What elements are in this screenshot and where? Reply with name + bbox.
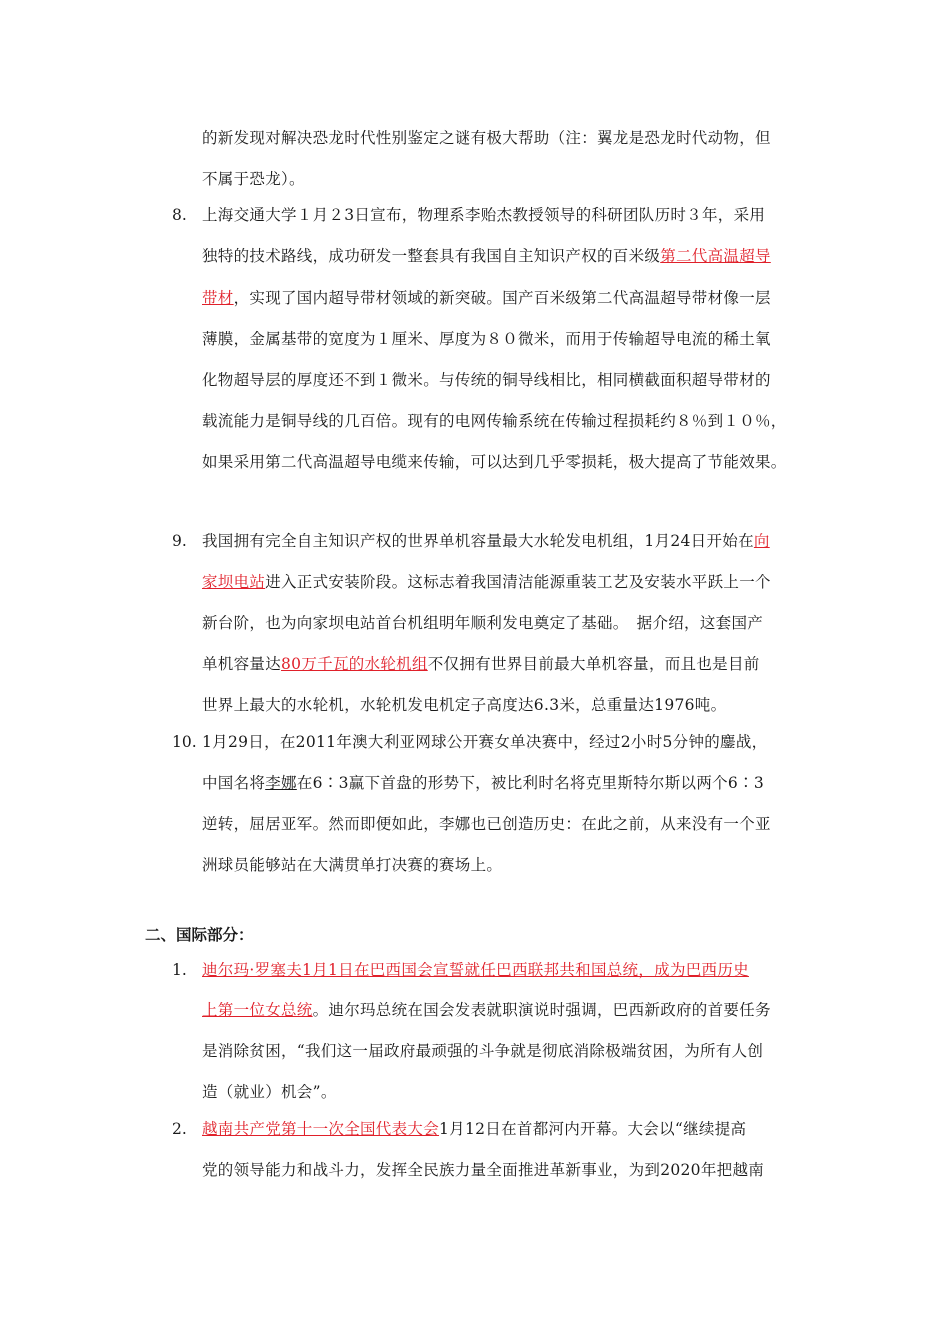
turbine-unit-link[interactable]: 80万千瓦的水轮机组: [281, 655, 428, 673]
item8-line4: 薄膜，金属基带的宽度为１厘米、厚度为８０微米，而用于传输超导电流的稀土氧: [202, 330, 771, 348]
superconductor-tape-link-cont[interactable]: 带材: [202, 289, 234, 307]
item9-line4: [202, 654, 760, 674]
item9-line1: [202, 531, 770, 551]
dilma-rousseff-link[interactable]: 迪尔玛·罗塞夫1月1日在巴西国会宣誓就任巴西联邦共和国总统，成为巴西历史: [202, 961, 749, 979]
item7-line1: 的新发现对解决恐龙时代性别鉴定之谜有极大帮助（注：翼龙是恐龙时代动物，但: [202, 129, 771, 147]
item10-line1: 1月29日，在2011年澳大利亚网球公开赛女单决赛中，经过2小时5分钟的鏖战，: [202, 733, 768, 751]
intl-item1-line3: 是消除贫困，“我们这一届政府最顽强的斗争就是彻底消除极端贫困，为所有人创: [202, 1042, 764, 1060]
dilma-rousseff-link-cont[interactable]: 上第一位女总统: [202, 1001, 313, 1019]
item8-line2-text: 独特的技术路线，成功研发一整套具有我国自主知识产权的百米级: [202, 247, 661, 265]
item7-line2: 不属于恐龙）。: [202, 170, 305, 188]
item9-number: 9.: [172, 532, 187, 550]
item10-line2: [202, 773, 764, 793]
item10-line2-text-b: 在6∶3赢下首盘的形势下，被比利时名将克里斯特尔斯以两个6∶3: [296, 774, 765, 792]
item8-line6: 载流能力是铜导线的几百倍。现有的电网传输系统在传输过程损耗约８％到１０％，: [202, 412, 787, 430]
section-heading-international: 二、国际部分：: [145, 925, 254, 944]
item9-line4-text-a: 单机容量达: [202, 655, 282, 673]
intl-item1-line4: 造（就业）机会”。: [202, 1083, 337, 1101]
item10-number: 10.: [172, 733, 197, 751]
intl-item1-line1: [202, 960, 749, 980]
item8-line3-text: ，实现了国内超导带材领域的新突破。国产百米级第二代高温超导带材像一层: [233, 289, 771, 307]
intl-item2-line1: [202, 1119, 746, 1139]
item9-line2: [202, 572, 771, 592]
item9-line4-text-b: 不仅拥有世界目前最大单机容量，而且也是目前: [427, 655, 760, 673]
item9-line5: 世界上最大的水轮机，水轮机发电机定子高度达6.3米，总重量达1976吨。: [202, 696, 727, 714]
xiangjiaba-station-link-cont[interactable]: 家坝电站: [202, 573, 266, 591]
item9-line2-text: 进入正式安装阶段。这标志着我国清洁能源重装工艺及安装水平跃上一个: [265, 573, 771, 591]
intl-item1-number: 1.: [172, 961, 187, 979]
intl-item1-line2-text: 。迪尔玛总统在国会发表就职演说时强调，巴西新政府的首要任务: [312, 1001, 771, 1019]
intl-item2-number: 2.: [172, 1120, 187, 1138]
item8-line7: 如果采用第二代高温超导电缆来传输，可以达到几乎零损耗，极大提高了节能效果。: [202, 453, 787, 471]
intl-item1-line2: [202, 1000, 771, 1020]
xiangjiaba-station-link[interactable]: 向: [753, 532, 770, 550]
item8-line2: [202, 246, 771, 266]
vietnam-congress-link[interactable]: 越南共产党第十一次全国代表大会: [202, 1120, 440, 1138]
li-na-link[interactable]: 李娜: [265, 774, 297, 792]
item10-line2-text-a: 中国名将: [202, 774, 266, 792]
item9-line3: 新台阶，也为向家坝电站首台机组明年顺利发电奠定了基础。 据介绍，这套国产: [202, 614, 764, 632]
item8-number: 8.: [172, 206, 187, 224]
superconductor-tape-link[interactable]: 第二代高温超导: [660, 247, 771, 265]
item10-line3: 逆转，屈居亚军。然而即便如此，李娜也已创造历史：在此之前，从来没有一个亚: [202, 815, 771, 833]
item8-line5: 化物超导层的厚度还不到１微米。与传统的铜导线相比，相同横截面积超导带材的: [202, 371, 771, 389]
item10-line4: 洲球员能够站在大满贯单打决赛的赛场上。: [202, 856, 503, 874]
intl-item2-line1-text: 1月12日在首都河内开幕。大会以“继续提高: [439, 1120, 747, 1138]
item8-line1: 上海交通大学１月２3日宣布，物理系李贻杰教授领导的科研团队历时３年，采用: [202, 206, 766, 224]
item9-line1-text: 我国拥有完全自主知识产权的世界单机容量最大水轮发电机组，1月24日开始在: [202, 532, 754, 550]
item8-line3: [202, 288, 771, 308]
intl-item2-line2: 党的领导能力和战斗力，发挥全民族力量全面推进革新事业，为到2020年把越南: [202, 1161, 765, 1179]
